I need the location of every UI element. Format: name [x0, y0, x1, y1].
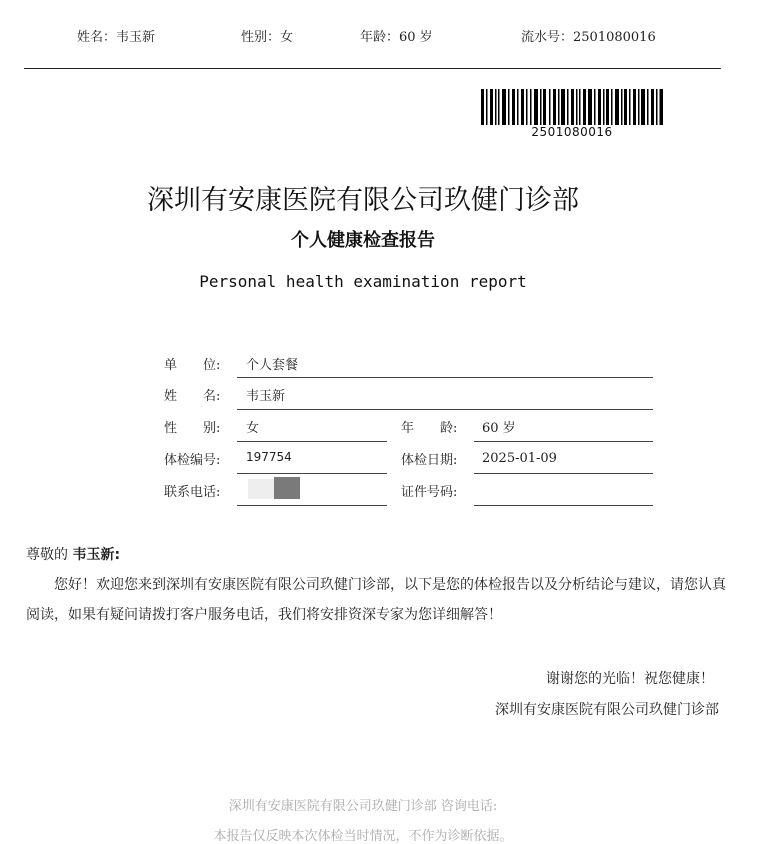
- phone-redacted-mask: [248, 477, 300, 499]
- salutation-prefix: 尊敬的: [26, 547, 68, 563]
- name-value: 韦玉新: [246, 389, 286, 404]
- barcode-image: [481, 89, 663, 125]
- exam-number-label: 体检编号:: [164, 453, 221, 468]
- phone-redaction-block: [274, 477, 300, 499]
- phone-blur-area: [248, 479, 274, 499]
- phone-underline: [237, 505, 387, 506]
- age-label: 年 龄:: [401, 421, 458, 436]
- signature-line: 深圳有安康医院有限公司玖健门诊部: [495, 702, 719, 718]
- footer-contact: 深圳有安康医院有限公司玖健门诊部 咨询电话:: [228, 799, 498, 814]
- thanks-line: 谢谢您的光临！祝您健康！: [546, 671, 714, 687]
- exam-date-underline: [474, 473, 653, 474]
- exam-number-value: 197754: [246, 450, 292, 464]
- header-age: 年龄：60 岁: [360, 30, 433, 45]
- salutation: [26, 544, 120, 564]
- exam-date-value: 2025-01-09: [482, 451, 557, 466]
- gender-underline: [237, 441, 387, 442]
- exam-number-underline: [237, 473, 387, 474]
- id-number-underline: [474, 505, 653, 506]
- header-serial: 流水号：2501080016: [521, 30, 656, 45]
- exam-date-label: 体检日期:: [401, 453, 458, 468]
- name-label: 姓 名:: [164, 389, 221, 404]
- age-value: 60 岁: [482, 421, 516, 436]
- header-gender: 性别：女: [241, 30, 294, 45]
- unit-underline: [237, 377, 653, 378]
- unit-label: 单 位:: [164, 358, 221, 373]
- id-number-label: 证件号码:: [401, 485, 458, 500]
- letter-body: 您好！欢迎您来到深圳有安康医院有限公司玖健门诊部，以下是您的体检报告以及分析结论与建议，请您认真阅读，如果有疑问请拨打客户服务电话，我们将安排资深专家为您详细解答！: [26, 577, 726, 623]
- footer-disclaimer: 本报告仅反映本次体检当时情况，不作为诊断依据。: [213, 829, 513, 844]
- unit-value: 个人套餐: [246, 358, 299, 373]
- barcode-number: 2501080016: [531, 125, 613, 139]
- name-underline: [237, 409, 653, 410]
- org-title: 深圳有安康医院有限公司玖健门诊部: [147, 185, 579, 216]
- gender-label: 性 别:: [164, 421, 221, 436]
- report-title-en: Personal health examination report: [199, 272, 527, 291]
- phone-label: 联系电话:: [164, 485, 221, 500]
- age-underline: [474, 441, 653, 442]
- header-name: 姓名：韦玉新: [77, 30, 156, 45]
- header-divider: [24, 68, 721, 69]
- recipient-name: 韦玉新:: [72, 547, 121, 563]
- report-title-cn: 个人健康检查报告: [291, 230, 435, 251]
- gender-value: 女: [246, 421, 260, 436]
